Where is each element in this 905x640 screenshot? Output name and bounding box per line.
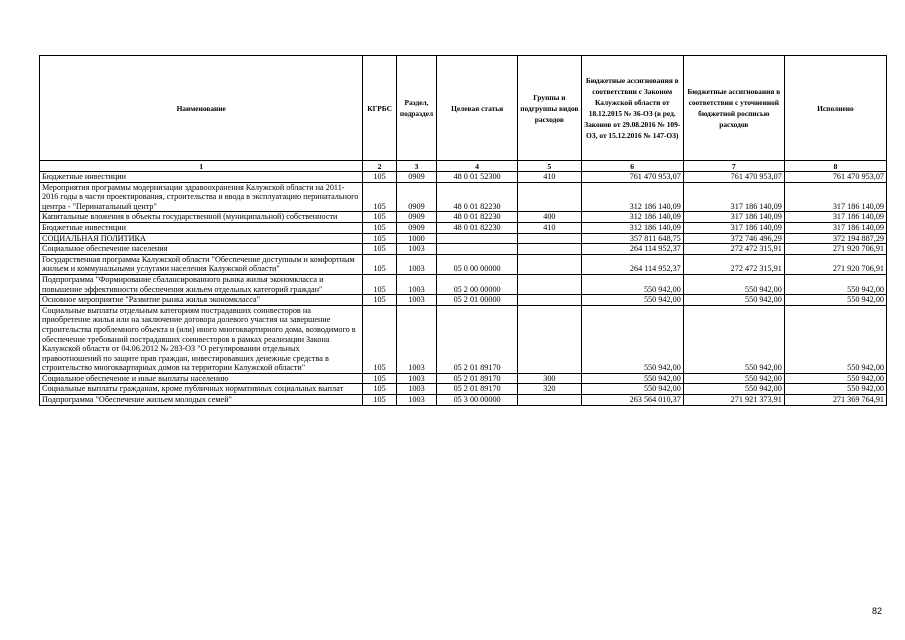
cell-kgrbs: 105 [363,212,396,223]
column-number: 8 [784,161,886,172]
cell-kgrbs: 105 [363,384,396,395]
cell-law: 264 114 952,37 [581,244,683,255]
cell-section: 0909 [396,212,436,223]
cell-refined: 317 186 140,09 [683,182,784,212]
cell-name: Основное мероприятие "Развитие рынка жилья экономкласса" [40,295,363,306]
column-number: 1 [40,161,363,172]
table-row [40,384,887,395]
cell-target: 48 0 01 82230 [437,222,518,233]
cell-name: Социальные выплаты отдельным категориям пострадавших соинвесторов на приобретение жилья или на заключение договора долевого участия на завершение строительства проблемного объекта и (или) иного многоквартирного дома, возводимого в обеспечение требований пострадавших соинвесторов в рамках реализации Закона Калужской области от 04.06.2012 № 283-ОЗ "О регулировании отдельных правоотношений по защите прав граждан, инвестировавших денежные средства в строительство многоквартирных домов на территории Калужской области" [40,305,363,373]
cell-executed: 550 942,00 [784,305,886,373]
cell-group: 410 [518,172,582,183]
cell-refined: 271 921 373,91 [683,395,784,406]
cell-kgrbs: 105 [363,295,396,306]
cell-refined: 550 942,00 [683,305,784,373]
cell-executed: 550 942,00 [784,295,886,306]
cell-target [437,233,518,244]
cell-refined: 272 472 315,91 [683,244,784,255]
cell-name: Социальное обеспечение и иные выплаты населению [40,373,363,384]
cell-executed: 550 942,00 [784,274,886,294]
cell-section: 0909 [396,222,436,233]
header-law: Бюджетные ассигнования в соответствии с Законом Калужской области от 18.12.2015 № 36-ОЗ (в ред. Законов от 29.08.2016 № 109-ОЗ, от 15.12.2016 № 147-ОЗ) [581,56,683,161]
cell-name: Бюджетные инвестиции [40,172,363,183]
column-number: 3 [396,161,436,172]
cell-law: 357 811 648,75 [581,233,683,244]
header-section: Раздел, подраздел [396,56,436,161]
cell-law: 550 942,00 [581,295,683,306]
table-row [40,222,887,233]
cell-name: Социальное обеспечение населения [40,244,363,255]
cell-section: 1003 [396,274,436,294]
cell-group [518,244,582,255]
cell-group: 320 [518,384,582,395]
table-row [40,212,887,223]
column-number: 2 [363,161,396,172]
header-group: Группы и подгруппы видов расходов [518,56,582,161]
cell-refined: 550 942,00 [683,274,784,294]
cell-law: 263 564 010,37 [581,395,683,406]
table-row [40,305,887,373]
cell-executed: 271 920 706,91 [784,254,886,274]
cell-law: 550 942,00 [581,373,683,384]
cell-law: 550 942,00 [581,274,683,294]
cell-group [518,395,582,406]
cell-target: 48 0 01 82230 [437,182,518,212]
cell-kgrbs: 105 [363,395,396,406]
cell-name: Подпрограмма "Формирование сбалансированного рынка жилья экономкласса и повышение эффективности обеспечения жильем отдельных категорий граждан" [40,274,363,294]
cell-executed: 372 194 887,29 [784,233,886,244]
budget-table [39,55,887,406]
cell-refined: 550 942,00 [683,295,784,306]
cell-name: Подпрограмма "Обеспечение жильем молодых семей" [40,395,363,406]
cell-refined: 317 186 140,09 [683,222,784,233]
cell-refined: 761 470 953,07 [683,172,784,183]
cell-name: Государственная программа Калужской области "Обеспечение доступным и комфортным жильем и коммунальными услугами населения Калужской области" [40,254,363,274]
cell-name: Мероприятия программы модернизации здравоохранения Калужской области на 2011-2016 годы в части проектирования, строительства и ввода в эксплуатацию перинатального центра - "Перинатальный центр" [40,182,363,212]
cell-law: 550 942,00 [581,305,683,373]
cell-section: 0909 [396,182,436,212]
cell-name: СОЦИАЛЬНАЯ ПОЛИТИКА [40,233,363,244]
cell-group [518,182,582,212]
table-row [40,254,887,274]
cell-executed: 317 186 140,09 [784,212,886,223]
cell-kgrbs: 105 [363,373,396,384]
cell-group [518,233,582,244]
cell-refined: 272 472 315,91 [683,254,784,274]
cell-executed: 317 186 140,09 [784,182,886,212]
column-number: 4 [437,161,518,172]
cell-law: 264 114 952,37 [581,254,683,274]
table-row [40,172,887,183]
header-kgrbs: КГРБС [363,56,396,161]
cell-law: 761 470 953,07 [581,172,683,183]
cell-executed: 550 942,00 [784,373,886,384]
table-row [40,274,887,294]
cell-section: 1003 [396,295,436,306]
column-number: 5 [518,161,582,172]
header-refined: Бюджетные ассигнования в соответствии с уточненной бюджетной росписью расходов [683,56,784,161]
cell-section: 1003 [396,373,436,384]
cell-law: 550 942,00 [581,384,683,395]
cell-section: 1003 [396,244,436,255]
cell-law: 312 186 140,09 [581,212,683,223]
table-row [40,295,887,306]
page-number: 82 [872,606,883,616]
cell-target [437,244,518,255]
cell-law: 312 186 140,09 [581,182,683,212]
table-row [40,233,887,244]
table-row [40,395,887,406]
cell-group [518,305,582,373]
cell-group [518,295,582,306]
cell-target: 05 2 01 89170 [437,384,518,395]
cell-name: Бюджетные инвестиции [40,222,363,233]
cell-target: 48 0 01 82230 [437,212,518,223]
cell-section: 1003 [396,395,436,406]
cell-executed: 271 920 706,91 [784,244,886,255]
cell-kgrbs: 105 [363,172,396,183]
cell-target: 05 2 01 89170 [437,373,518,384]
column-number: 6 [581,161,683,172]
cell-refined: 317 186 140,09 [683,212,784,223]
header-target: Целевая статья [437,56,518,161]
cell-executed: 761 470 953,07 [784,172,886,183]
cell-target: 05 2 00 00000 [437,274,518,294]
cell-kgrbs: 105 [363,254,396,274]
table-row [40,373,887,384]
cell-executed: 550 942,00 [784,384,886,395]
cell-name: Капитальные вложения в объекты государственной (муниципальной) собственности [40,212,363,223]
cell-group: 410 [518,222,582,233]
cell-group [518,254,582,274]
cell-target: 48 0 01 52300 [437,172,518,183]
cell-refined: 550 942,00 [683,384,784,395]
cell-target: 05 3 00 00000 [437,395,518,406]
cell-kgrbs: 105 [363,222,396,233]
table-row [40,182,887,212]
cell-group: 300 [518,373,582,384]
cell-group: 400 [518,212,582,223]
cell-target: 05 2 01 00000 [437,295,518,306]
header-executed: Исполнено [784,56,886,161]
cell-section: 1003 [396,305,436,373]
cell-kgrbs: 105 [363,244,396,255]
column-number: 7 [683,161,784,172]
cell-law: 312 186 140,09 [581,222,683,233]
cell-kgrbs: 105 [363,305,396,373]
header-name: Наименование [40,56,363,161]
cell-kgrbs: 105 [363,274,396,294]
cell-kgrbs: 105 [363,233,396,244]
cell-section: 1000 [396,233,436,244]
cell-refined: 550 942,00 [683,373,784,384]
cell-target: 05 0 00 00000 [437,254,518,274]
cell-name: Социальные выплаты гражданам, кроме публичных нормативных социальных выплат [40,384,363,395]
table-row [40,244,887,255]
cell-section: 1003 [396,384,436,395]
cell-kgrbs: 105 [363,182,396,212]
cell-refined: 372 746 496,29 [683,233,784,244]
cell-section: 0909 [396,172,436,183]
cell-group [518,274,582,294]
cell-target: 05 2 01 89170 [437,305,518,373]
cell-executed: 271 369 764,91 [784,395,886,406]
cell-section: 1003 [396,254,436,274]
cell-executed: 317 186 140,09 [784,222,886,233]
